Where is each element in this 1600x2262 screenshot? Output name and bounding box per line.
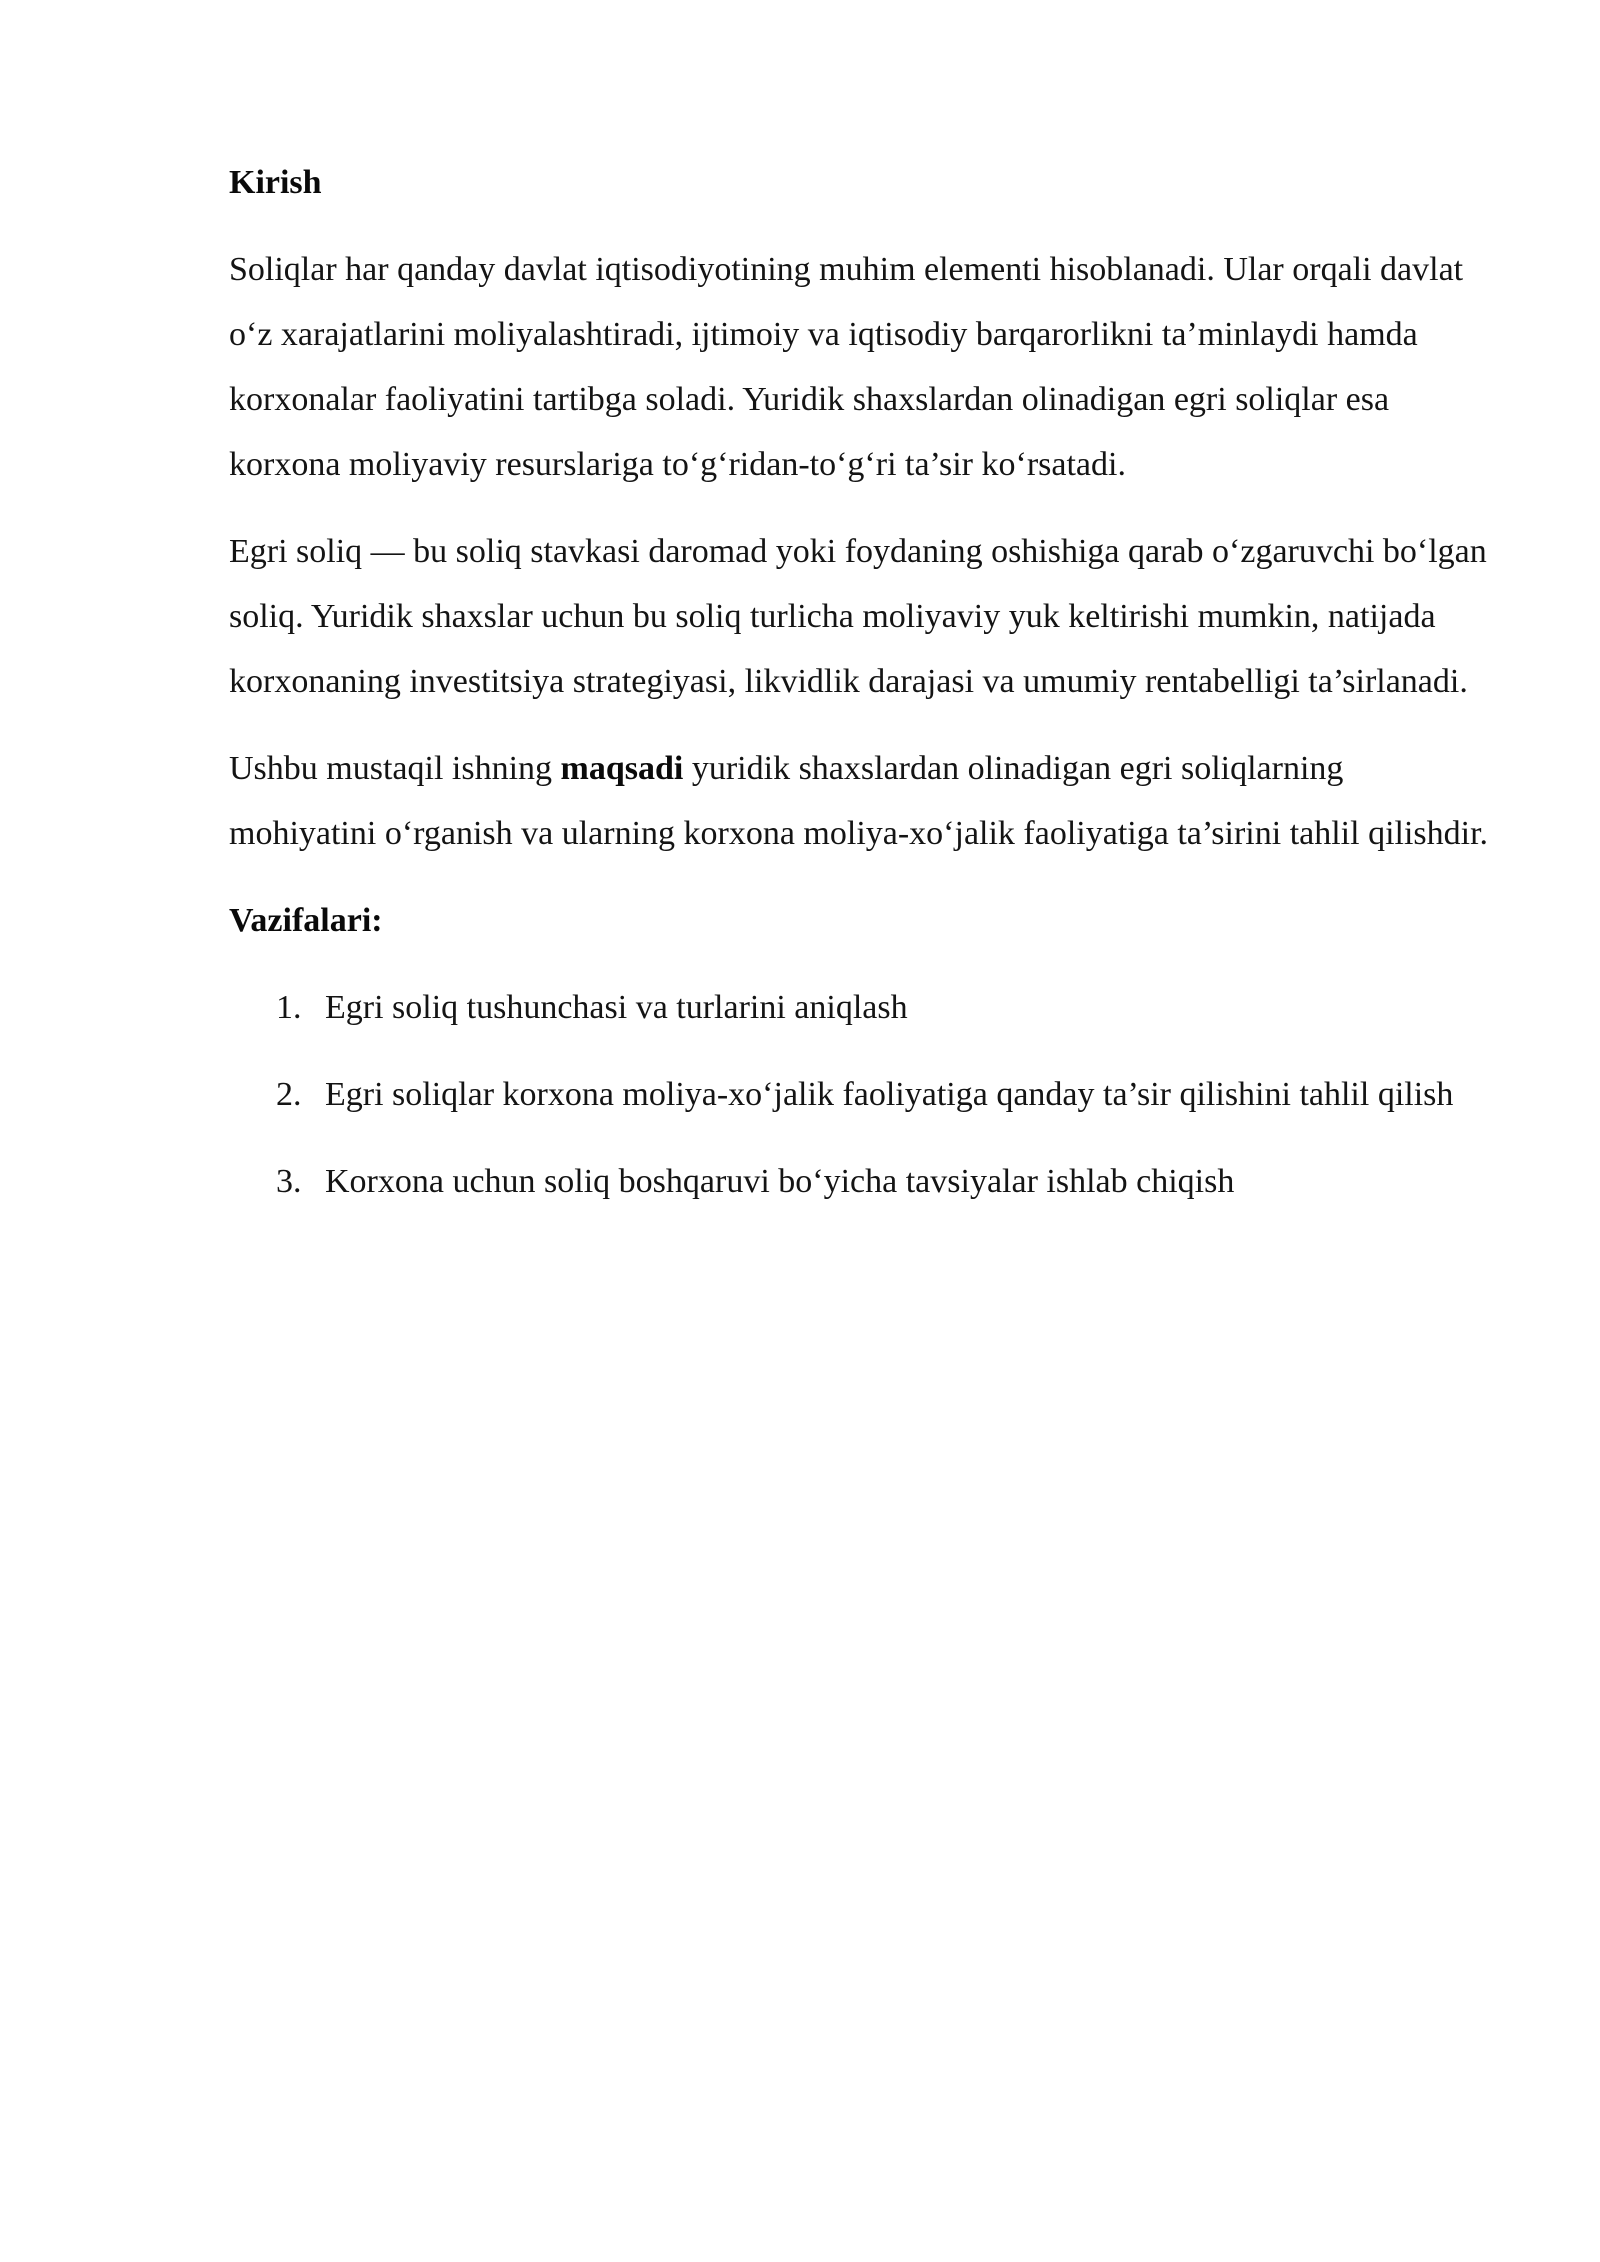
list-item-text: Egri soliq tushunchasi va turlarini aniqlash: [325, 989, 908, 1026]
list-item-number: 3.: [276, 1163, 302, 1200]
list-item-number: 2.: [276, 1076, 302, 1113]
list-item: [229, 1149, 1489, 1214]
list-item-text: Egri soliqlar korxona moliya-xo‘jalik faoliyatiga qanday ta’sir qilishini tahlil qilish: [325, 1076, 1454, 1113]
section-heading: Kirish: [229, 164, 322, 201]
tasks-list: [229, 975, 1489, 1214]
list-item-number: 1.: [276, 989, 302, 1026]
list-item-text: Korxona uchun soliq boshqaruvi bo‘yicha tavsiyalar ishlab chiqish: [325, 1163, 1235, 1200]
purpose-text-after: yuridik shaxslardan olinadigan egri soliqlarning mohiyatini o‘rganish va ularning korxona moliya-xo‘jalik faoliyatiga ta’sirini tahlil qilishdir.: [229, 750, 1489, 852]
purpose-text-before: Ushbu mustaqil ishning: [229, 750, 561, 787]
document-body: [229, 150, 1489, 1236]
paragraph-intro: Soliqlar har qanday davlat iqtisodiyotining muhim elementi hisoblanadi. Ular orqali davlat o‘z xarajatlarini moliyalashtiradi, ijtimoiy va iqtisodiy barqarorlikni ta’minlaydi hamda korxonalar faoliyatini tartibga soladi. Yuridik shaxslardan olinadigan egri soliqlar esa korxona moliyaviy resurslariga to‘g‘ridan-to‘g‘ri ta’sir ko‘rsatadi.: [229, 251, 1464, 483]
paragraph-purpose: [229, 736, 1489, 866]
purpose-keyword: maqsadi: [560, 750, 684, 787]
list-item: [229, 975, 1489, 1040]
list-item: [229, 1062, 1489, 1127]
paragraph-definition: Egri soliq — bu soliq stavkasi daromad yoki foydaning oshishiga qarab o‘zgaruvchi bo‘lgan soliq. Yuridik shaxslar uchun bu soliq turlicha moliyaviy yuk keltirishi mumkin, natijada korxonaning investitsiya strategiyasi, likvidlik darajasi va umumiy rentabelligi ta’sirlanadi.: [229, 533, 1487, 700]
tasks-heading: Vazifalari:: [229, 902, 383, 939]
